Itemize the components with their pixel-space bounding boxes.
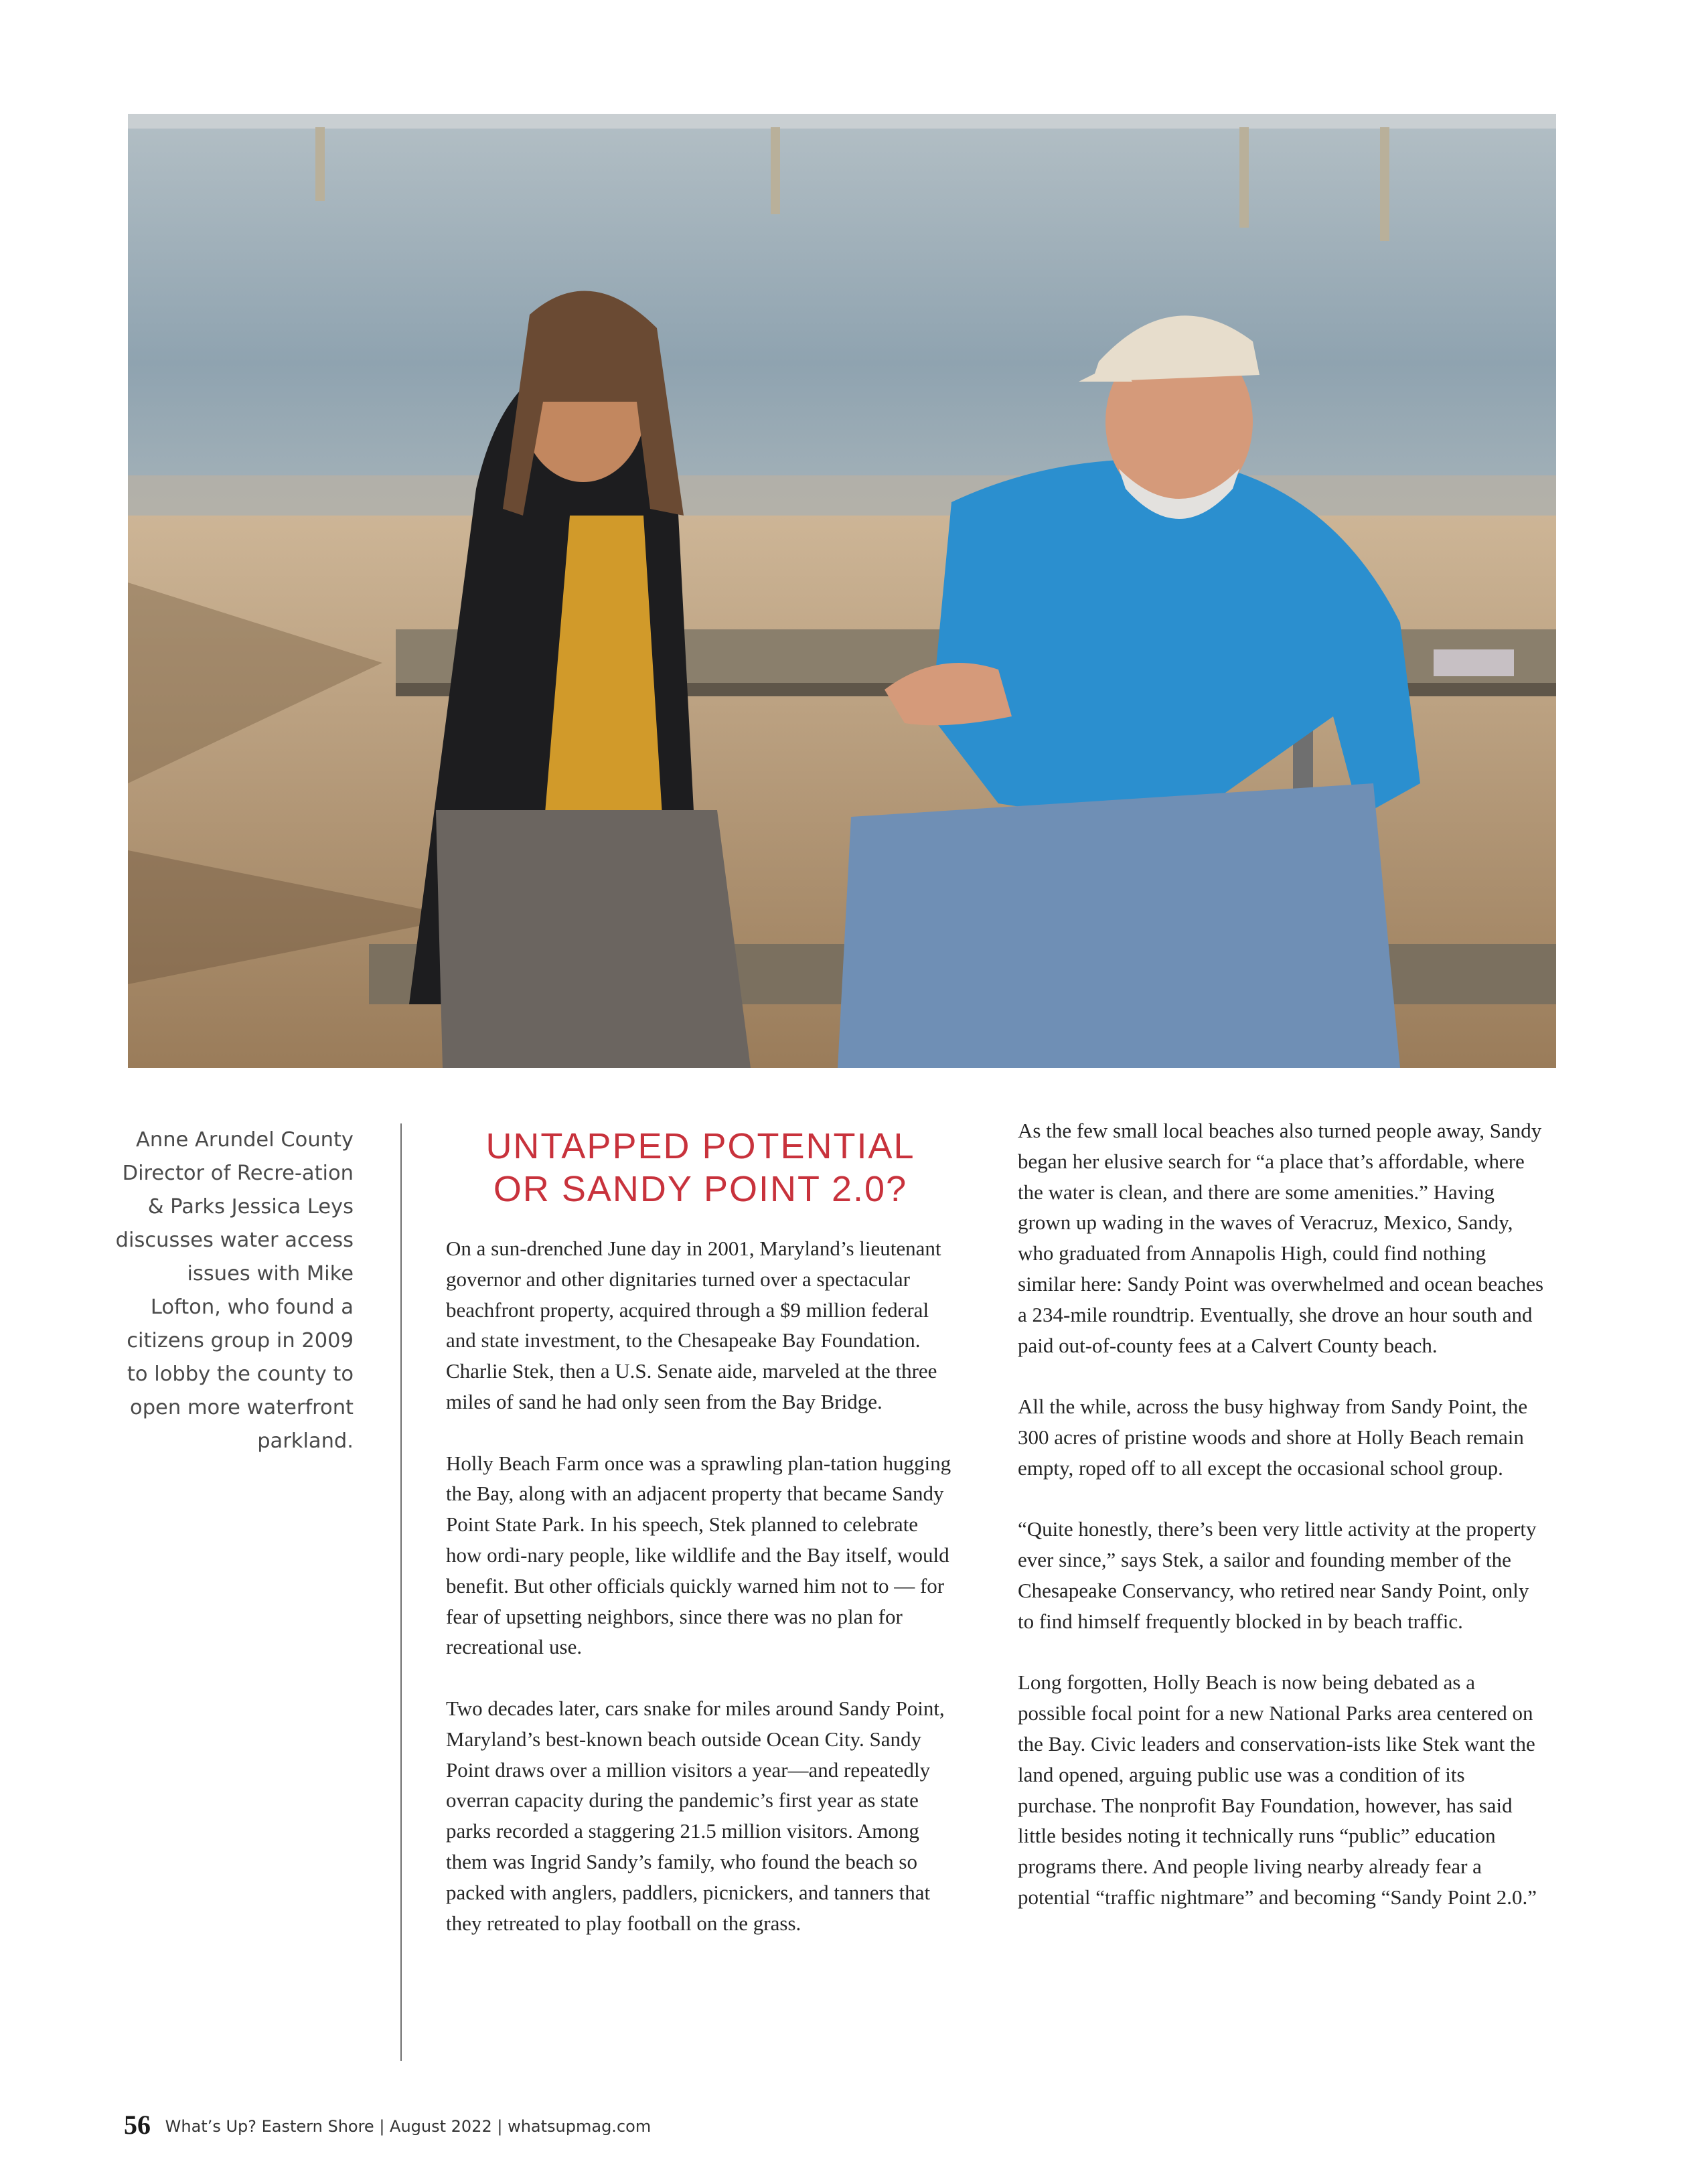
photo-illustration — [128, 114, 1556, 1068]
article-heading — [446, 1125, 955, 1211]
paragraph: All the while, across the busy highway from Sandy Point, the 300 acres of pristine woods and shore at Holly Beach remain empty, roped off to all except the occasional school group. — [1018, 1395, 1528, 1480]
article-column-middle — [446, 1125, 955, 1938]
page-footer — [124, 2109, 651, 2140]
feature-photo — [128, 114, 1556, 1068]
paragraph: “Quite honestly, there’s been very little activity at the property ever since,” says Stek, a sailor and founding member of the Chesapeake Conservancy, who retired near Sandy Point, only to find himself frequently blocked in by beach traffic. — [1018, 1517, 1537, 1633]
column-divider — [400, 1123, 402, 2061]
photo-caption: Anne Arundel County Director of Recre-ation & Parks Jessica Leys discusses water access issues with Mike Lofton, who found a citizens group in 2009 to lobby the county to open more waterfront parkland. — [115, 1128, 354, 1453]
paragraph: Long forgotten, Holly Beach is now being debated as a possible focal point for a new National Parks area centered on the Bay. Civic leaders and conservation-ists like Stek want the land opened, arguing public use was a condition of its purchase. The nonprofit Bay Foundation, however, has said little besides noting it technically runs “public” education programs there. And people living nearby already fear a potential “traffic nightmare” and becoming “Sandy Point 2.0.” — [1018, 1670, 1537, 1909]
paragraph: On a sun-drenched June day in 2001, Maryland’s lieutenant governor and other dignitaries turned over a spectacular beachfront property, acquired through a $9 million federal and state investment, to the Chesapeake Bay Foundation. Charlie Stek, then a U.S. Senate aide, marveled at the three miles of sand he had only seen from the Bay Bridge. — [446, 1237, 941, 1413]
footer-publication: What’s Up? Eastern Shore | August 2022 | whatsupmag.com — [165, 2117, 652, 2136]
page-number: 56 — [124, 2110, 151, 2140]
heading-line-2: OR SANDY POINT 2.0? — [493, 1169, 908, 1209]
heading-line-1: UNTAPPED POTENTIAL — [485, 1126, 915, 1166]
paragraph: As the few small local beaches also turned people away, Sandy began her elusive search for “a place that’s affordable, where the water is clean, and there are some amenities.” Having grown up wading in the waves of Veracruz, Mexico, Sandy, who graduated from Annapolis High, could find nothing similar here: Sandy Point was overwhelmed and ocean beaches a 234-mile roundtrip. Eventually, she drove an hour south and paid out-of-county fees at a Calvert County beach. — [1018, 1119, 1544, 1357]
article-column-right — [1018, 1115, 1547, 1913]
paragraph: Two decades later, cars snake for miles around Sandy Point, Maryland’s best-known beach outside Ocean City. Sandy Point draws over a million visitors a year—and repeatedly overran capacity during the pandemic’s first year as state parks recorded a staggering 21.5 million visitors. Among them was Ingrid Sandy’s family, who found the beach so packed with anglers, paddlers, picnickers, and tanners that they retreated to play football on the grass. — [446, 1696, 945, 1935]
paragraph: Holly Beach Farm once was a sprawling plan-tation hugging the Bay, along with an adjacent property that became Sandy Point State Park. In his speech, Stek planned to celebrate how ordi-nary people, like wildlife and the Bay itself, would benefit. But other officials quickly warned him not to — for fear of upsetting neighbors, since there was no plan for recreational use. — [446, 1451, 951, 1659]
